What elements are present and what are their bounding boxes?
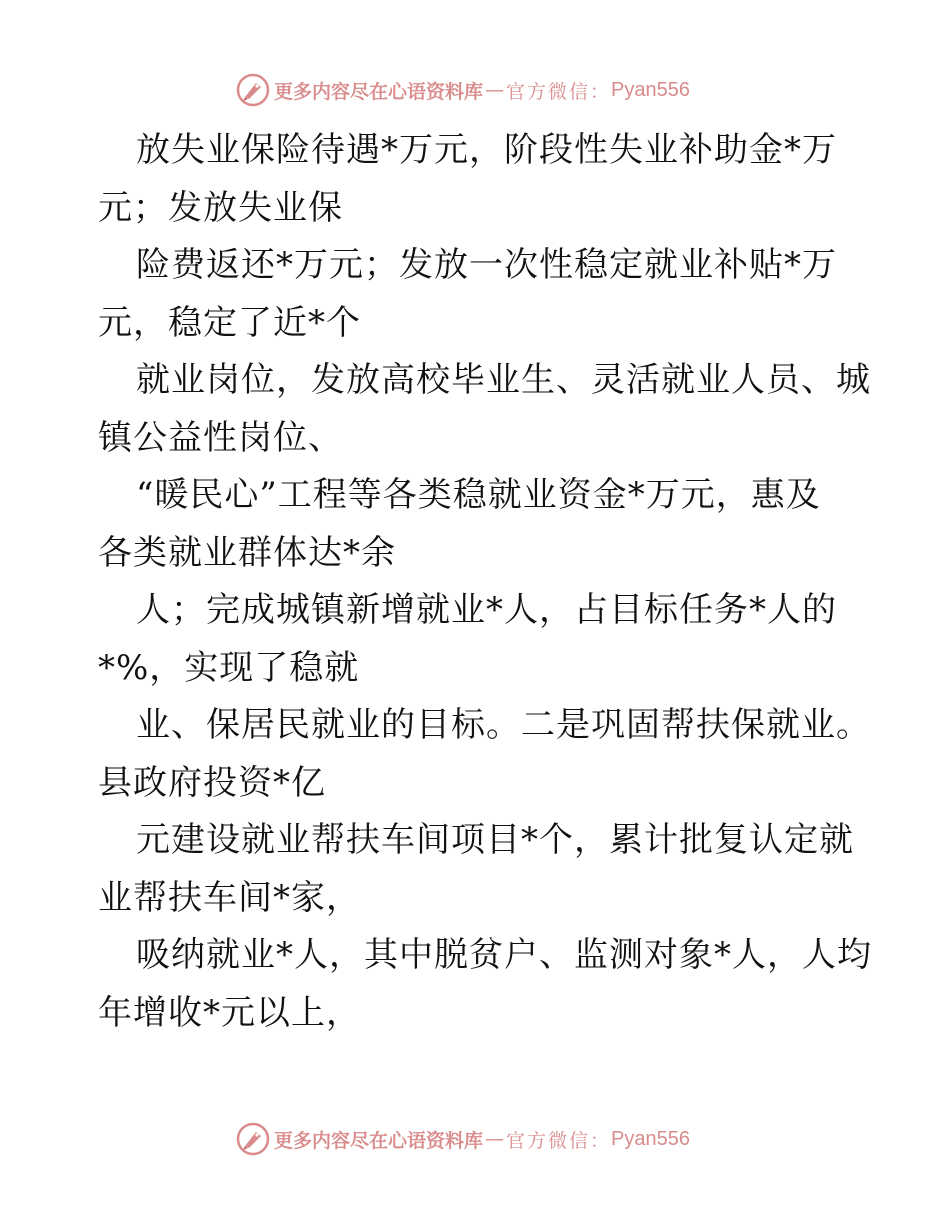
document-body [98,122,872,1042]
body-line: 元；发放失业保 [98,187,343,228]
body-line: 年增收*元以上， [98,992,361,1033]
header-watermark [236,72,690,108]
pen-nib-logo-icon [236,73,270,107]
pen-nib-logo-icon [236,1122,270,1156]
body-line: 各类就业群体达*余 [98,532,396,573]
watermark-wechat-id: Pyan556 [611,1127,690,1150]
body-line: *%，实现了稳就 [98,647,360,688]
body-line: 人；完成城镇新增就业*人，占目标任务*人的 [136,590,837,630]
body-line: “暖民心”工程等各类稳就业资金*万元，惠及 [136,475,821,515]
body-line: 镇公益性岗位、 [98,417,343,458]
body-line: 放失业保险待遇*万元，阶段性失业补助金*万 [136,130,837,170]
body-line: 险费返还*万元；发放一次性稳定就业补贴*万 [136,245,837,285]
watermark-wechat-label: 官方微信： [506,1129,612,1152]
body-line: 业、保居民就业的目标。二是巩固帮扶保就业。 [136,705,871,745]
watermark-wechat-id: Pyan556 [611,78,690,101]
body-line: 元，稳定了近*个 [98,302,361,343]
watermark-site-text: 更多内容尽在心语资料库 [274,1129,484,1152]
body-line: 县政府投资*亿 [98,762,326,803]
body-line: 业帮扶车间*家， [98,877,361,918]
watermark-dash: — [485,79,505,101]
watermark-wechat-label: 官方微信： [506,80,612,103]
watermark-dash: — [485,1128,505,1150]
body-line: 吸纳就业*人，其中脱贫户、监测对象*人，人均 [136,935,872,975]
footer-watermark [236,1121,690,1157]
body-line: 就业岗位，发放高校毕业生、灵活就业人员、城 [136,360,871,400]
body-line: 元建设就业帮扶车间项目*个，累计批复认定就 [136,820,854,860]
watermark-site-text: 更多内容尽在心语资料库 [274,80,484,103]
